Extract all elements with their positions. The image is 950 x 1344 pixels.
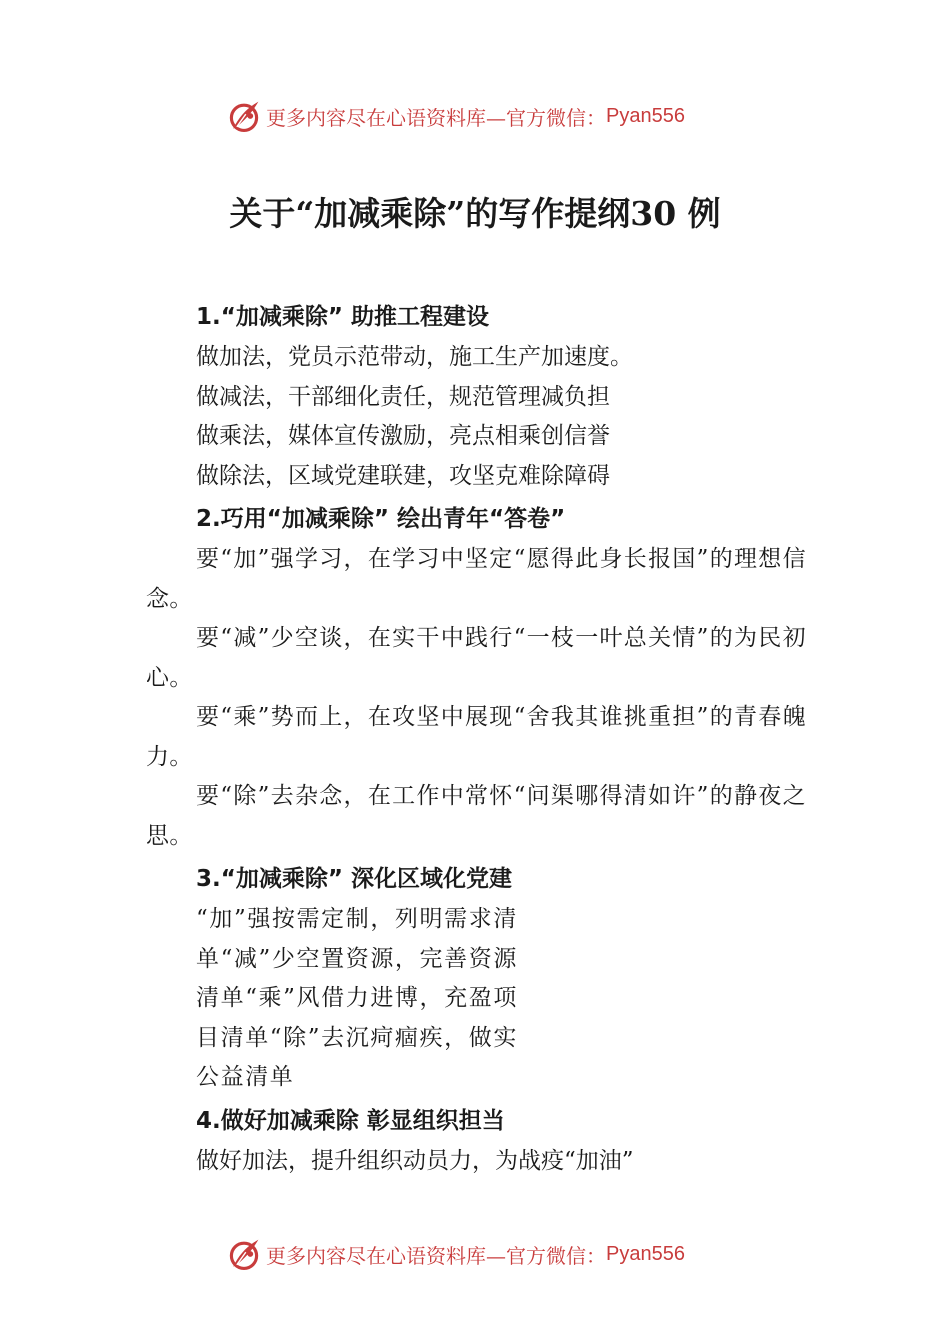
section-1-line: 做除法，区域党建联建，攻坚克难除障碍	[196, 462, 610, 489]
section-2-paragraph: 要“除”去杂念，在工作中常怀“问渠哪得清如许”的静夜之思。	[146, 783, 806, 849]
section-4-line: 做好加法，提升组织动员力，为战疫“加油”	[196, 1147, 634, 1174]
section-2-paragraph: 要“加”强学习，在学习中坚定“愿得此身长报国”的理想信念。	[146, 546, 806, 612]
banner-content	[226, 1234, 685, 1274]
section-3-line: 单“减”少空置资源，完善资源	[196, 945, 518, 972]
banner-wechat-id: Pyan556	[606, 1242, 685, 1265]
section-heading-1: 1.“加减乘除” 助推工程建设	[196, 304, 489, 330]
section-2-paragraph: 要“乘”势而上，在攻坚中展现“舍我其谁挑重担”的青春魄力。	[146, 704, 806, 770]
header-banner	[0, 96, 950, 136]
banner-text: 更多内容尽在心语资料库—官方微信：	[266, 1243, 606, 1268]
banner-wechat-id: Pyan556	[606, 104, 685, 127]
section-3-line: 公益清单	[196, 1064, 295, 1090]
section-1-line: 做乘法，媒体宣传激励，亮点相乘创信誉	[196, 423, 610, 449]
section-3-line: “加”强按需定制，列明需求清	[196, 906, 518, 932]
section-1-line: 做加法，党员示范带动，施工生产加速度。	[196, 344, 633, 370]
banner-content	[226, 96, 685, 136]
footer-banner	[0, 1234, 950, 1274]
section-3-line: 目清单“除”去沉疴痼疾，做实	[196, 1024, 518, 1051]
page-title: 关于“加减乘除”的写作提纲30 例	[229, 194, 721, 233]
section-1-line: 做减法，干部细化责任，规范管理减负担	[196, 383, 610, 410]
quill-logo-icon	[226, 98, 262, 134]
document-body	[146, 300, 806, 1181]
quill-logo-icon	[226, 1236, 262, 1272]
section-heading-4: 4.做好加减乘除 彰显组织担当	[196, 1107, 505, 1134]
section-3-line: 清单“乘”风借力进博，充盈项	[196, 985, 518, 1011]
section-heading-3: 3.“加减乘除” 深化区域化党建	[196, 866, 512, 892]
section-2-paragraph: 要“减”少空谈，在实干中践行“一枝一叶总关情”的为民初心。	[146, 625, 806, 691]
banner-text: 更多内容尽在心语资料库—官方微信：	[266, 105, 606, 130]
section-heading-2: 2.巧用“加减乘除” 绘出青年“答卷”	[196, 506, 566, 532]
